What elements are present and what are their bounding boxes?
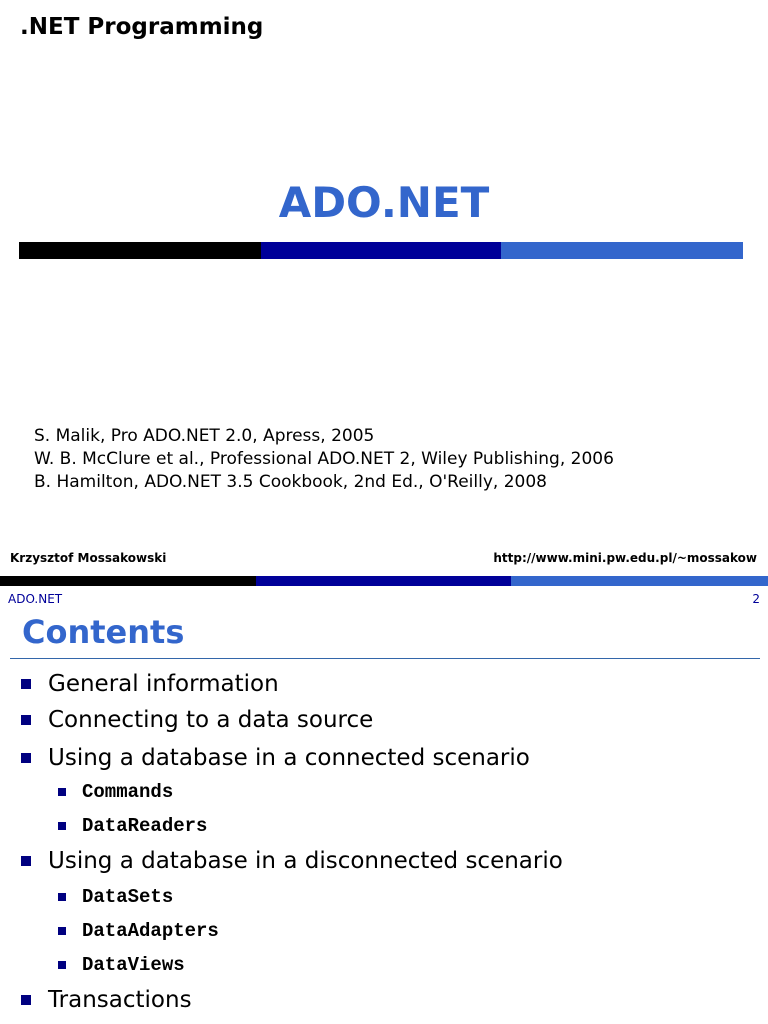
list-item-text: Commands <box>82 781 174 803</box>
reference-item: W. B. McClure et al., Professional ADO.NET 2, Wiley Publishing, 2006 <box>34 449 614 469</box>
list-item-text: Using a database in a disconnected scenario <box>48 848 563 874</box>
stripe-segment-navy <box>256 576 511 586</box>
list-item-text: Using a database in a connected scenario <box>48 745 530 771</box>
list-item <box>58 880 173 914</box>
slide-header-label: ADO.NET <box>8 592 63 606</box>
footer-url: http://www.mini.pw.edu.pl/~mossakow <box>493 551 757 565</box>
list-item <box>21 843 563 879</box>
course-title: .NET Programming <box>20 14 264 40</box>
list-item-text: Transactions <box>48 987 192 1013</box>
footer-color-stripe <box>0 576 768 586</box>
stripe-segment-blue <box>511 576 768 586</box>
stripe-segment-black <box>0 576 256 586</box>
square-bullet-icon <box>58 822 66 830</box>
title-color-stripe <box>19 242 743 259</box>
list-item-text: General information <box>48 671 279 697</box>
square-bullet-icon <box>21 753 31 763</box>
square-bullet-icon <box>21 679 31 689</box>
page-number: 2 <box>752 592 760 606</box>
list-item <box>21 982 192 1018</box>
reference-item: B. Hamilton, ADO.NET 3.5 Cookbook, 2nd Ed., O'Reilly, 2008 <box>34 472 547 492</box>
list-item-text: DataReaders <box>82 815 208 837</box>
square-bullet-icon <box>58 788 66 796</box>
list-item <box>21 740 530 776</box>
list-item-text: Connecting to a data source <box>48 707 374 733</box>
stripe-segment-black <box>19 242 261 259</box>
square-bullet-icon <box>21 715 31 725</box>
contents-title: Contents <box>22 613 185 651</box>
list-item <box>58 948 185 982</box>
list-item <box>21 702 373 738</box>
square-bullet-icon <box>21 856 31 866</box>
square-bullet-icon <box>58 927 66 935</box>
square-bullet-icon <box>21 995 31 1005</box>
reference-item: S. Malik, Pro ADO.NET 2.0, Apress, 2005 <box>34 426 375 446</box>
stripe-segment-blue <box>501 242 743 259</box>
slide-main-title: ADO.NET <box>278 178 490 227</box>
list-item <box>58 809 207 843</box>
list-item-text: DataAdapters <box>82 920 219 942</box>
references-list <box>34 425 614 494</box>
list-item <box>58 914 219 948</box>
list-item-text: DataViews <box>82 954 185 976</box>
list-item <box>21 666 279 702</box>
square-bullet-icon <box>58 961 66 969</box>
list-item <box>58 775 173 809</box>
square-bullet-icon <box>58 893 66 901</box>
stripe-segment-navy <box>261 242 501 259</box>
footer-author: Krzysztof Mossakowski <box>10 551 167 565</box>
title-divider <box>10 658 760 659</box>
list-item-text: DataSets <box>82 886 174 908</box>
